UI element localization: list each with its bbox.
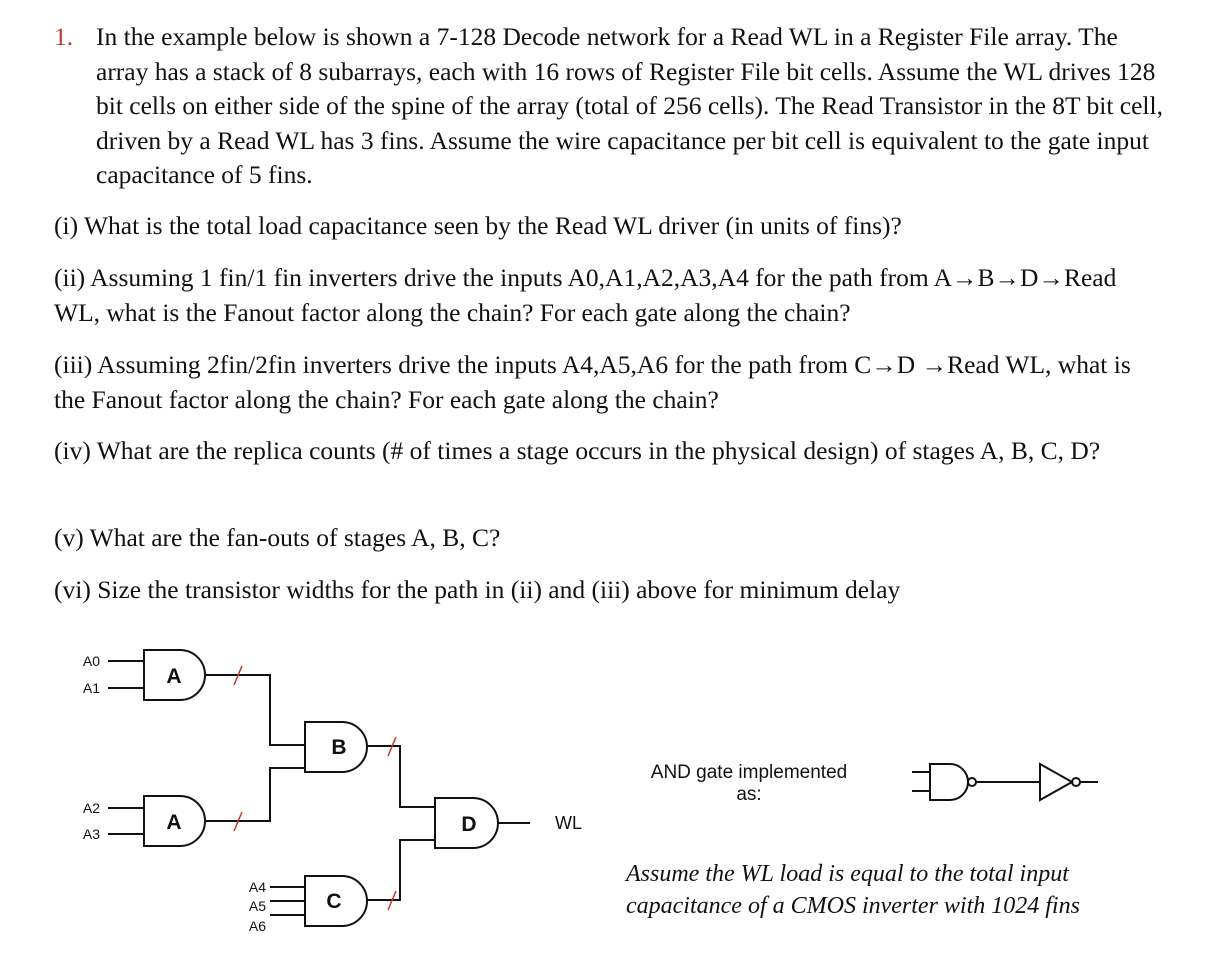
input-a3: A3 [82,826,100,842]
input-a6: A6 [248,918,266,934]
gate-a-top-label: A [166,665,182,688]
gate-d-label: D [461,813,477,836]
input-a4: A4 [248,879,266,895]
subquestion-v: (v) What are the fan-outs of stages A, B, C? [54,523,501,552]
question-number: 1. [54,22,74,51]
input-a1: A1 [82,680,100,696]
gate-a-bottom-label: A [166,811,182,834]
subquestion-iv: (iv) What are the replica counts (# of times a stage occurs in the physical design) of stages A, B, C, D? [54,436,1101,465]
subquestion-ii: (ii) Assuming 1 fin/1 fin inverters drive the inputs A0,A1,A2,A3,A4 for the path from A→B→D→Read WL, what is the Fanout factor along the chain? For each gate along the chain? [54,263,1117,327]
gate-c-label: C [326,890,342,913]
input-a0: A0 [82,653,100,669]
wl-load-assumption: Assume the WL load is equal to the total input capacitance of a CMOS inverter with 1024 fins [626,861,1080,919]
input-a2: A2 [82,800,100,816]
wl-output-label: WL [555,813,582,833]
inverter-symbol [1040,764,1072,800]
gate-b-label: B [331,736,347,759]
question-text: In the example below is shown a 7-128 Decode network for a Read WL in a Register File array. The array has a stack of 8 subarrays, each with 16 rows of Register File bit cells. Assume the WL drives 128 bit cells on either side of the spine of the array (total of 256 cells). The Read Transistor in the 8T bit cell, driven by a Read WL has 3 fins. Assume the wire capacitance per bit cell is equivalent to the gate input capacitance of 5 fins. [96,22,1163,189]
input-a5: A5 [248,898,266,914]
and-gate-caption: AND gate implemented as: [650,762,848,805]
subquestion-iii: (iii) Assuming 2fin/2fin inverters drive the inputs A4,A5,A6 for the path from C→D →Read WL, what is the Fanout factor along the chain? For each gate along the chain? [54,350,1131,414]
nand-gate-symbol [930,764,968,800]
subquestion-i: (i) What is the total load capacitance seen by the Read WL driver (in units of fins)? [54,211,902,240]
subquestion-vi: (vi) Size the transistor widths for the path in (ii) and (iii) above for minimum delay [54,575,901,604]
